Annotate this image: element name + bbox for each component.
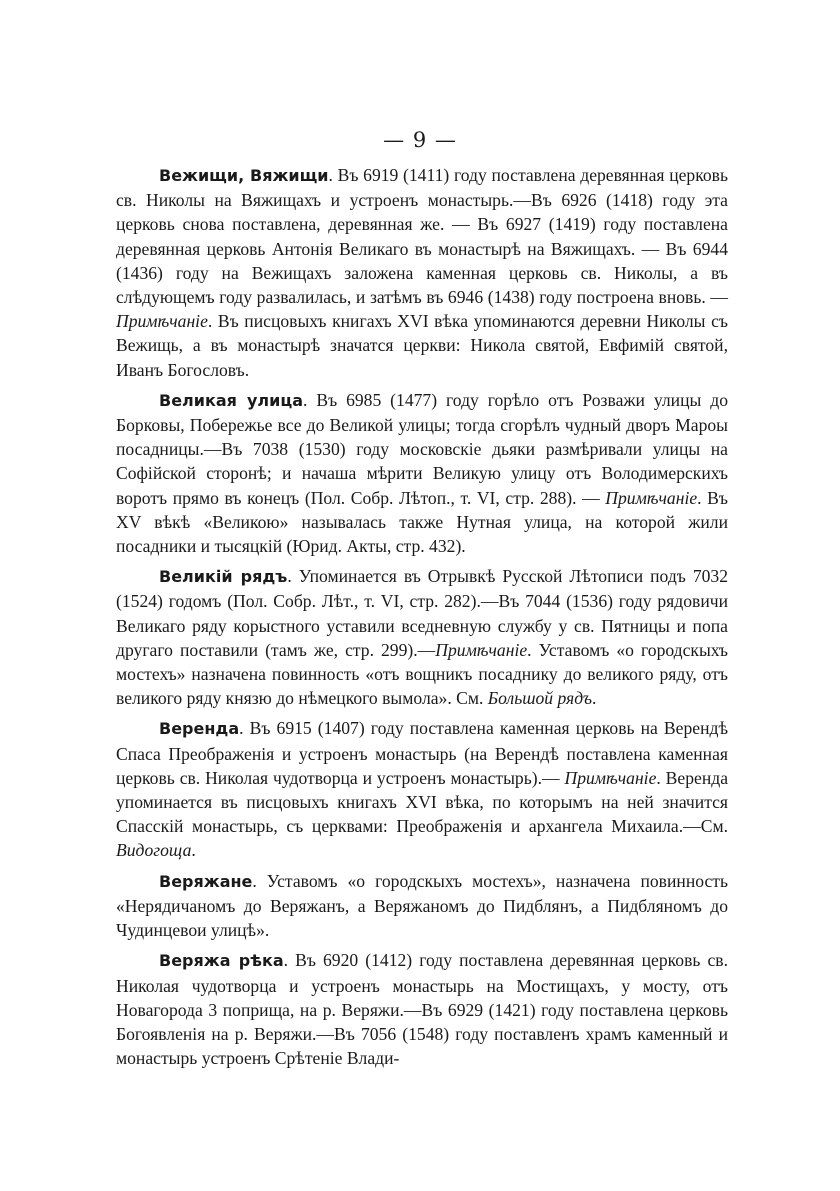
entry-text: . Въ XV вѣкѣ «Великою» называлась также Нутная улица, на которой жили посадники и тысяцкій (Юрид. Акты, стр. 432). (116, 487, 728, 557)
entry-note-label: Примѣчаніе (605, 487, 698, 508)
entry-veryazhane (116, 869, 728, 943)
entry-text: . (592, 688, 597, 709)
entry-heading: Вежищи, Вяжищи (159, 166, 329, 185)
entry-note-label: Примѣчаніе (435, 639, 528, 660)
entry-cross-reference: Видогоща (116, 840, 192, 861)
entry-veryazha-reka (116, 948, 728, 1070)
entry-velikiy-ryad (116, 564, 728, 710)
entry-vezhishchi (116, 163, 728, 382)
entry-verenda (116, 716, 728, 862)
entry-text: . Уставомъ «о городскыхъ мостехъ», назначена повинность «Нерядичаномъ до Веряжанъ, а Веряжаномъ до Пидблянъ, а Пидбляномъ до Чудинцевои улицѣ». (116, 870, 728, 941)
entry-heading: Веряжане (159, 871, 253, 891)
entry-text: . Въ 6919 (1411) году поставлена деревянная церковь св. Николы на Вяжищахъ и устроенъ монастырь.—Въ 6926 (1418) году эта церковь снова поставлена, деревянная же. — Въ 6927 (1419) году поставлена деревянная церковь Антонія Великаго въ монастырѣ на Вяжищахъ. — Въ 6944 (1436) году на Вежищахъ заложена каменная церковь св. Николы, а въ слѣдующемъ году развалилась, и затѣмъ въ 6946 (1438) году построена вновь. — (116, 165, 729, 308)
entry-text: . Упоминается въ Отрывкѣ Русской Лѣтописи подъ 7032 (1524) годомъ (Пол. Собр. Лѣт., т. VI, стр. 282).—Въ 7044 (1536) году рядовичи Великаго ряду корыстного уставили вседневную службу у св. Пятницы и попа другаго поставили (тамъ же, стр. 299).— (116, 566, 729, 660)
page-number: — 9 — (383, 128, 457, 152)
entry-text: . Уставомъ «о городскыхъ мостехъ» назначена повинность «отъ вощникъ посаднику до великого ряду, отъ великого ряду князю до нѣмецкого вымола». См. (116, 639, 729, 709)
entry-note-label: Примѣчаніе (564, 767, 657, 788)
entry-text: . Въ 6915 (1407) году поставлена каменная церковь на Верендѣ Спаса Преображенія и устроенъ монастырь (на Верендѣ поставлена каменная церковь св. Николая чудотворца и устроенъ монастырь).— (116, 718, 728, 788)
body-text (116, 163, 728, 1076)
entry-note-label: Примѣчаніе (116, 311, 208, 332)
entry-heading: Великая улица (159, 390, 304, 410)
entry-text: . Веренда упоминается въ писцовыхъ книгахъ XVI вѣка, по которымъ на ней значится Спасскій монастырь, съ церквами: Преображенія и архангела Михаила.—См. (116, 767, 729, 837)
entry-text: . Въ 6920 (1412) году поставлена деревянная церковь св. Николая чудотворца и устроенъ монастырь на Мостищахъ, у мосту, отъ Новагорода 3 поприща, на р. Веряжи.—Въ 6929 (1421) году поставлена церковь Богоявленія на р. Веряжи.—Въ 7056 (1548) году поставленъ храмъ каменный и монастырь устроенъ Срѣтеніе Влади- (116, 950, 728, 1069)
entry-text: . Въ 6985 (1477) году горѣло отъ Розважи улицы до Борковы, Побережье все до Великой улицы; тогда сгорѣлъ чудный дворъ Мароы посадницы.—Въ 7038 (1530) году московскіе дьяки размѣривали улицы на Софійской сторонѣ; и начаша мѣрити Великую улицу отъ Володимерскихъ воротъ прямо въ конецъ (Пол. Собр. Лѣтоп., т. VI, стр. 288). — (116, 389, 728, 508)
entry-velikaya-ulitsa (116, 388, 728, 558)
entry-heading: Веряжа рѣка (159, 951, 284, 971)
entry-text: . Въ писцовыхъ книгахъ XVI вѣка упоминаются деревни Николы съ Вежищь, а въ монастырѣ значатся церкви: Никола святой, Евфимій святой, Иванъ Богословъ. (116, 311, 728, 380)
entry-heading: Великій рядъ (159, 567, 288, 587)
entry-cross-reference: Большой рядъ (487, 688, 593, 709)
entry-heading: Веренда (159, 719, 240, 739)
entry-text: . (191, 840, 196, 861)
